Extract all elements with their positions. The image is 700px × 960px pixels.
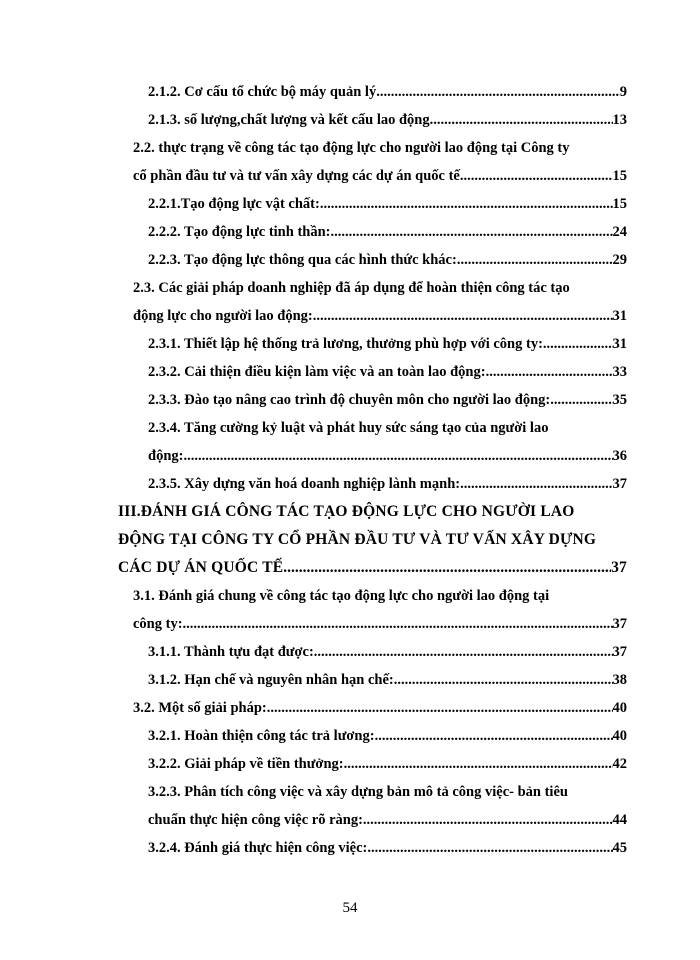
toc-entry <box>148 250 627 270</box>
dot-leader <box>344 754 613 774</box>
toc-entry-title: 3.2.1. Hoàn thiện công tác trả lương: <box>148 728 375 744</box>
toc-entry-page: 24 <box>612 224 627 240</box>
dot-leader <box>183 446 612 466</box>
toc-entry <box>133 586 549 606</box>
toc-entry-title: 3.1.2. Hạn chế và nguyên nhân hạn chế: <box>148 672 394 688</box>
toc-entry-page: 15 <box>612 168 627 184</box>
dot-leader <box>430 110 613 130</box>
toc-entry <box>133 166 627 186</box>
toc-entry-title: động lực cho người lao động: <box>133 308 313 324</box>
toc-entry-page: 37 <box>611 559 627 576</box>
toc-entry <box>148 642 627 662</box>
toc-entry-page: 40 <box>612 728 627 744</box>
toc-entry <box>118 502 575 522</box>
dot-leader <box>375 726 613 746</box>
toc-entry-title: 3.1.1. Thành tựu đạt được: <box>148 644 314 660</box>
toc-entry <box>133 306 627 326</box>
toc-entry-page: 9 <box>619 84 627 100</box>
toc-entry <box>148 446 627 466</box>
toc-entry <box>148 362 627 382</box>
toc-entry-title: 3.1. Đánh giá chung về công tác tạo động lực cho người lao động tại <box>133 588 550 604</box>
dot-leader <box>550 390 612 410</box>
toc-entry <box>133 614 627 634</box>
toc-entry <box>148 474 627 494</box>
toc-entry-page: 40 <box>612 700 627 716</box>
toc-entry <box>133 278 570 298</box>
dot-leader <box>543 334 613 354</box>
toc-entry-title: công ty: <box>133 616 183 632</box>
toc-entry-page: 33 <box>612 364 627 380</box>
toc-entry-page: 38 <box>612 672 627 688</box>
toc-entry <box>148 670 627 690</box>
toc-entry-title: 3.2.3. Phân tích công việc và xây dựng bản mô tả công việc- bản tiêu <box>148 784 568 800</box>
toc-entry-title: 2.3.2. Cải thiện điều kiện làm việc và an toàn lao động: <box>148 364 486 380</box>
page-number: 54 <box>342 900 358 916</box>
toc-entry <box>148 110 627 130</box>
dot-leader <box>460 474 612 494</box>
toc-entry-title: 2.3. Các giải pháp doanh nghiệp đã áp dụng để hoàn thiện công tác tạo <box>133 280 570 296</box>
toc-entry <box>148 418 548 438</box>
dot-leader <box>367 838 612 858</box>
toc-entry <box>148 754 627 774</box>
toc-entry <box>148 726 627 746</box>
toc-entry-title: 2.3.1. Thiết lập hệ thống trả lương, thưởng phù hợp với công ty: <box>148 336 543 352</box>
toc-entry-page: 31 <box>612 308 627 324</box>
toc-entry-page: 31 <box>612 336 627 352</box>
dot-leader <box>314 642 613 662</box>
toc-entry-title: ĐỘNG TẠI CÔNG TY CỔ PHẦN ĐẦU TƯ VÀ TƯ VẤN XÂY DỰNG <box>118 531 597 548</box>
toc-entry-page: 35 <box>612 392 627 408</box>
dot-leader <box>183 614 613 634</box>
dot-leader <box>283 558 611 578</box>
toc-entry <box>133 138 570 158</box>
dot-leader <box>320 194 613 214</box>
toc-entry-title: CÁC DỰ ÁN QUỐC TẾ <box>118 559 284 576</box>
toc-entry-title: 3.2.4. Đánh giá thực hiện công việc: <box>148 840 368 856</box>
toc-entry-title: động: <box>148 448 184 464</box>
toc-entry <box>118 530 596 550</box>
toc-entry-title: 2.2.3. Tạo động lực thông qua các hình thức khác: <box>148 252 457 268</box>
dot-leader <box>460 166 613 186</box>
toc-entry-title: 3.2. Một số giải pháp: <box>133 700 267 716</box>
toc-entry-page: 45 <box>612 840 627 856</box>
toc-entry-page: 36 <box>612 448 627 464</box>
dot-leader <box>330 222 612 242</box>
toc-entry-title: 2.2.2. Tạo động lực tinh thần: <box>148 224 331 240</box>
toc-entry <box>118 558 627 578</box>
toc-entry <box>148 810 627 830</box>
toc-entry-page: 37 <box>612 644 627 660</box>
toc-entry-title: 2.2.1.Tạo động lực vật chất: <box>148 196 320 212</box>
toc-entry-title: 2.3.4. Tăng cường kỷ luật và phát huy sức sáng tạo của người lao <box>148 420 549 436</box>
toc-entry-title: 2.1.3. số lượng,chất lượng và kết cấu lao động <box>148 112 430 128</box>
toc-entry-title: III.ĐÁNH GIÁ CÔNG TÁC TẠO ĐỘNG LỰC CHO NGƯỜI LAO <box>118 503 575 520</box>
dot-leader <box>394 670 613 690</box>
toc-entry <box>148 222 627 242</box>
toc-entry <box>148 838 627 858</box>
toc-entry <box>148 334 627 354</box>
toc-entry <box>148 82 627 102</box>
dot-leader <box>267 698 613 718</box>
toc-entry-title: 2.1.2. Cơ cấu tổ chức bộ máy quản lý <box>148 84 377 100</box>
toc-entry-page: 37 <box>612 476 627 492</box>
toc-entry-page: 44 <box>612 812 627 828</box>
dot-leader <box>313 306 613 326</box>
toc-entry-page: 15 <box>612 196 627 212</box>
dot-leader <box>376 82 620 102</box>
dot-leader <box>363 810 613 830</box>
toc-entry-title: cổ phần đầu tư và tư vấn xây dựng các dự án quốc tế <box>133 168 460 184</box>
toc-entry-page: 37 <box>612 616 627 632</box>
toc-entry <box>148 194 627 214</box>
toc-entry-title: 2.2. thực trạng về công tác tạo động lực cho người lao động tại Công ty <box>133 140 570 156</box>
toc-entry <box>148 390 627 410</box>
toc-entry-title: chuẩn thực hiện công việc rõ ràng: <box>148 812 363 828</box>
toc-entry-page: 13 <box>612 112 627 128</box>
toc-entry-title: 2.3.3. Đào tạo nâng cao trình độ chuyên môn cho người lao động: <box>148 392 551 408</box>
toc-entry-page: 29 <box>612 252 627 268</box>
toc-entry-page: 42 <box>612 756 627 772</box>
dot-leader <box>486 362 613 382</box>
toc-entry <box>133 698 627 718</box>
toc-entry-title: 3.2.2. Giải pháp về tiền thưởng: <box>148 756 344 772</box>
dot-leader <box>457 250 613 270</box>
toc-entry-title: 2.3.5. Xây dựng văn hoá doanh nghiệp lành mạnh: <box>148 476 461 492</box>
toc-entry <box>148 782 568 802</box>
